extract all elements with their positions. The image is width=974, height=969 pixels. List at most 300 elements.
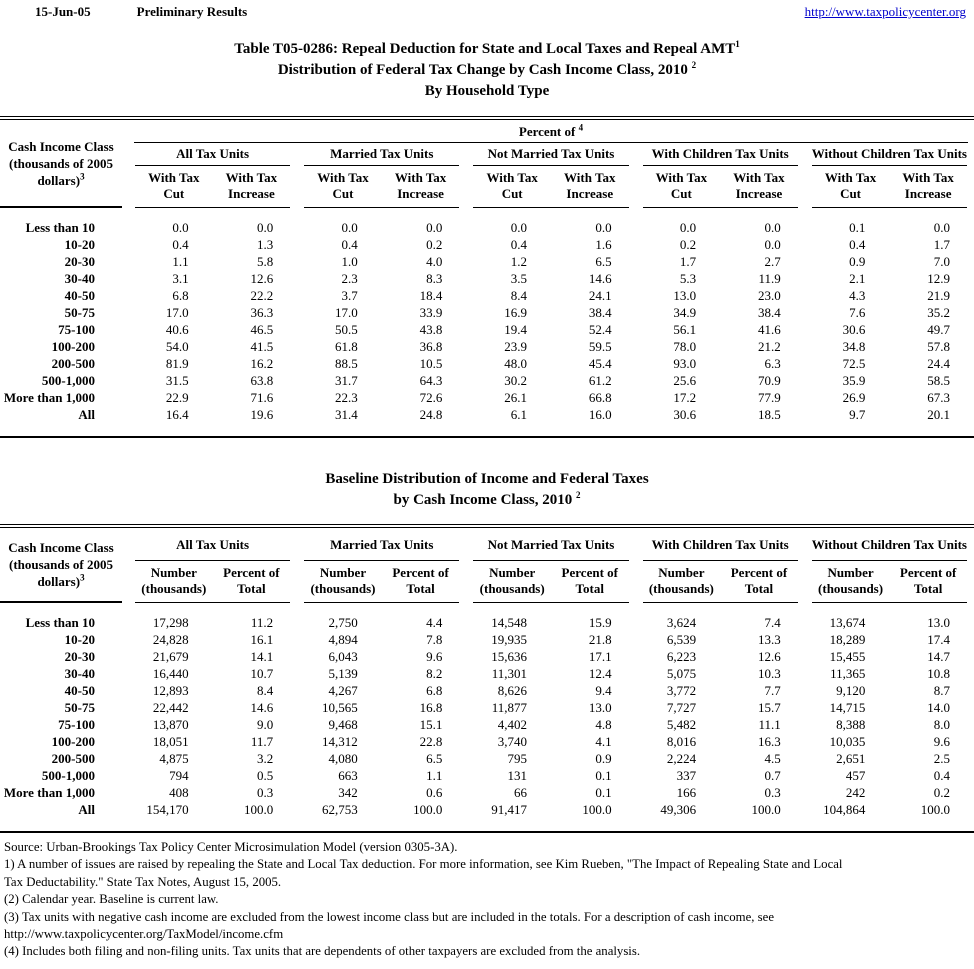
- data-cell: 794: [169, 768, 189, 783]
- data-cell: 72.6: [419, 390, 443, 405]
- data-cell: 4.3: [849, 288, 866, 303]
- data-cell: 7.7: [764, 683, 781, 698]
- data-cell: 100.0: [582, 802, 612, 817]
- data-cell: 77.9: [758, 390, 781, 405]
- data-cell: 6.1: [510, 407, 527, 422]
- data-cell: 2.3: [341, 271, 358, 286]
- data-cell: 17.0: [335, 305, 358, 320]
- data-cell: 21.2: [758, 339, 781, 354]
- data-cell: 9.6: [426, 649, 443, 664]
- table-row: [0, 372, 974, 389]
- data-cell: 30.2: [504, 373, 527, 388]
- group-all-tax-units: All Tax Units Number (thousands) Percent of Total: [128, 528, 297, 603]
- data-cell: 12,893: [152, 683, 189, 698]
- data-cell: 21,679: [152, 649, 189, 664]
- data-cell: 0.2: [426, 237, 443, 252]
- data-cell: 14.1: [250, 649, 274, 664]
- income-class-label: 200-500: [51, 751, 95, 766]
- data-cell: 49,306: [660, 802, 697, 817]
- data-cell: 48.0: [504, 356, 527, 371]
- data-cell: 12.4: [588, 666, 612, 681]
- data-cell: 1.0: [341, 254, 358, 269]
- data-cell: 24.8: [419, 407, 443, 422]
- subheader-percent-of-total: Percent of Total: [223, 565, 280, 596]
- data-cell: 12.6: [250, 271, 274, 286]
- table2-title: [0, 469, 974, 511]
- table-row: [0, 614, 974, 631]
- data-cell: 36.8: [419, 339, 443, 354]
- group-not-married-tax-units: Not Married Tax Units With Tax Cut With Tax Increase: [466, 143, 635, 208]
- table1-bottom-rule: [0, 436, 974, 438]
- data-cell: 25.6: [673, 373, 697, 388]
- income-class-label: More than 1,000: [3, 785, 95, 800]
- data-cell: 0.6: [426, 785, 443, 800]
- taxpolicycenter-link[interactable]: http://www.taxpolicycenter.org: [804, 4, 966, 19]
- table-row: [0, 219, 974, 236]
- data-cell: 0.4: [849, 237, 866, 252]
- table2-header: [0, 528, 974, 603]
- footnote-4: (4) Includes both filing and non-filing units. Tax units that are dependents of other taxpayers are excluded from the analysis.: [4, 944, 641, 959]
- data-cell: 8.2: [426, 666, 443, 681]
- data-cell: 12.9: [927, 271, 950, 286]
- income-class-label: 10-20: [64, 632, 95, 647]
- data-cell: 19.4: [504, 322, 527, 337]
- data-cell: 154,170: [146, 802, 189, 817]
- data-cell: 0.1: [595, 768, 612, 783]
- table1-stub-header: Cash Income Class (thousands of 2005 dollars)$^3$: [0, 120, 122, 208]
- income-class-label: 500-1,000: [41, 373, 95, 388]
- group-all-tax-units: All Tax Units With Tax Cut With Tax Increase: [128, 143, 297, 208]
- table-row: [0, 699, 974, 716]
- data-cell: 49.7: [927, 322, 950, 337]
- data-cell: 342: [338, 785, 358, 800]
- data-cell: 0.0: [426, 220, 443, 235]
- data-cell: 15,455: [829, 649, 866, 664]
- data-cell: 5.8: [256, 254, 274, 269]
- table-row: [0, 716, 974, 733]
- data-cell: 24.1: [588, 288, 612, 303]
- data-cell: 52.4: [588, 322, 612, 337]
- data-cell: 408: [169, 785, 189, 800]
- data-cell: 31.5: [165, 373, 189, 388]
- table-row: [0, 750, 974, 767]
- data-cell: 5,482: [666, 717, 697, 732]
- footnote-1-continued: Tax Deductability." State Tax Notes, August 15, 2005.: [4, 874, 282, 889]
- table1-title: [0, 39, 974, 102]
- data-cell: 104,864: [823, 802, 866, 817]
- table1-group-headers: [128, 143, 974, 208]
- group-married-tax-units: Married Tax Units Number (thousands) Percent of Total: [297, 528, 466, 603]
- data-cell: 2,224: [666, 751, 697, 766]
- data-cell: 2.5: [933, 751, 950, 766]
- data-cell: 63.8: [250, 373, 274, 388]
- data-cell: 337: [676, 768, 697, 783]
- data-cell: 19,935: [491, 632, 527, 647]
- data-cell: 9.6: [933, 734, 950, 749]
- data-cell: 10.3: [758, 666, 781, 681]
- table-row: [0, 406, 974, 423]
- data-cell: 7,727: [666, 700, 697, 715]
- data-cell: 2,750: [328, 615, 358, 630]
- data-cell: 38.4: [588, 305, 612, 320]
- data-cell: 1.2: [510, 254, 527, 269]
- data-cell: 6.8: [172, 288, 189, 303]
- data-cell: 10.8: [927, 666, 950, 681]
- table1-title-line1: Table T05-0286: Repeal Deduction for State and Local Taxes and Repeal AMT$^1$: [234, 39, 740, 57]
- data-cell: 61.2: [588, 373, 612, 388]
- data-cell: 4,080: [328, 751, 358, 766]
- data-cell: 13,870: [152, 717, 189, 732]
- data-cell: 16.1: [250, 632, 274, 647]
- subheader-percent-of-total: Percent of Total: [730, 565, 788, 596]
- data-cell: 8,626: [497, 683, 527, 698]
- income-class-label: 30-40: [64, 271, 95, 286]
- data-cell: 81.9: [165, 356, 189, 371]
- income-class-label: 500-1,000: [41, 768, 95, 783]
- data-cell: 15.1: [419, 717, 443, 732]
- data-cell: 15,636: [491, 649, 527, 664]
- table-row: [0, 801, 974, 818]
- income-class-label: 40-50: [64, 683, 95, 698]
- income-class-label: More than 1,000: [3, 390, 95, 405]
- income-class-label: 40-50: [64, 288, 95, 303]
- data-cell: 0.5: [256, 768, 274, 783]
- data-cell: 66: [513, 785, 527, 800]
- data-cell: 30.6: [842, 322, 866, 337]
- income-class-label: 200-500: [51, 356, 95, 371]
- table2-group-headers: [128, 528, 974, 603]
- data-cell: 7.0: [933, 254, 950, 269]
- data-cell: 8.4: [510, 288, 527, 303]
- data-cell: 2.7: [764, 254, 781, 269]
- table1-header: [0, 120, 974, 208]
- data-cell: 6,539: [666, 632, 697, 647]
- subheader-with-tax-increase: With Tax Increase: [564, 170, 616, 201]
- table-row: [0, 648, 974, 665]
- data-cell: 0.4: [341, 237, 358, 252]
- table2-title-line1: Baseline Distribution of Income and Federal Taxes: [325, 471, 649, 487]
- table-row: [0, 631, 974, 648]
- data-cell: 3.1: [172, 271, 189, 286]
- data-cell: 1.3: [256, 237, 274, 252]
- data-cell: 70.9: [758, 373, 781, 388]
- data-cell: 2.1: [849, 271, 866, 286]
- data-cell: 12.6: [758, 649, 781, 664]
- subheader-with-tax-increase: With Tax Increase: [394, 170, 447, 201]
- data-cell: 15.7: [758, 700, 781, 715]
- data-cell: 11.1: [758, 717, 781, 732]
- data-cell: 22.3: [335, 390, 358, 405]
- data-cell: 2,651: [836, 751, 866, 766]
- data-cell: 17.1: [588, 649, 612, 664]
- data-cell: 9,468: [328, 717, 358, 732]
- data-cell: 71.6: [250, 390, 274, 405]
- data-cell: 22,442: [152, 700, 189, 715]
- income-class-label: All: [78, 407, 95, 422]
- data-cell: 100.0: [920, 802, 950, 817]
- data-cell: 17,298: [152, 615, 189, 630]
- data-cell: 6,223: [666, 649, 697, 664]
- data-cell: 8.7: [933, 683, 950, 698]
- income-class-label: 75-100: [58, 717, 95, 732]
- data-cell: 11.9: [758, 271, 781, 286]
- data-cell: 5,139: [328, 666, 358, 681]
- data-cell: 0.0: [679, 220, 697, 235]
- data-cell: 19.6: [250, 407, 274, 422]
- data-cell: 22.9: [165, 390, 189, 405]
- data-cell: 13.0: [673, 288, 697, 303]
- subheader-number-thousands: Number (thousands): [141, 565, 207, 596]
- tax-change-table: [0, 116, 974, 438]
- data-cell: 23.9: [504, 339, 527, 354]
- income-class-label: 50-75: [64, 305, 95, 320]
- data-cell: 31.7: [335, 373, 358, 388]
- data-cell: 11.7: [250, 734, 274, 749]
- data-cell: 20.1: [927, 407, 950, 422]
- data-cell: 10,565: [322, 700, 358, 715]
- footnote-3: (3) Tax units with negative cash income are excluded from the lowest income class but are included in the totals. For a description of cash income, see: [4, 909, 774, 924]
- footnote-2: (2) Calendar year. Baseline is current law.: [4, 892, 219, 907]
- subheader-with-tax-increase: With Tax Increase: [902, 170, 954, 201]
- table-row: [0, 733, 974, 750]
- data-cell: 18.5: [758, 407, 781, 422]
- data-cell: 0.2: [679, 237, 697, 252]
- data-cell: 14,715: [829, 700, 866, 715]
- data-cell: 16.9: [504, 305, 527, 320]
- subheader-with-tax-cut: With Tax Cut: [148, 170, 200, 201]
- data-cell: 4,402: [497, 717, 527, 732]
- data-cell: 6.5: [595, 254, 612, 269]
- income-class-label: Less than 10: [25, 220, 95, 235]
- data-cell: 8,388: [836, 717, 866, 732]
- data-cell: 4.0: [426, 254, 443, 269]
- data-cell: 0.0: [764, 237, 781, 252]
- data-cell: 0.2: [933, 785, 950, 800]
- data-cell: 457: [845, 768, 866, 783]
- income-class-label: 10-20: [64, 237, 95, 252]
- group-with-children-tax-units: With Children Tax Units With Tax Cut With Tax Increase: [636, 143, 805, 208]
- data-cell: 8.0: [933, 717, 950, 732]
- data-cell: 67.3: [927, 390, 950, 405]
- data-cell: 11.2: [250, 615, 274, 630]
- table-row: [0, 767, 974, 784]
- data-cell: 30.6: [673, 407, 697, 422]
- data-cell: 35.2: [927, 305, 950, 320]
- data-cell: 0.4: [172, 237, 189, 252]
- data-cell: 14,548: [491, 615, 527, 630]
- income-class-label: 50-75: [64, 700, 95, 715]
- data-cell: 10.5: [419, 356, 443, 371]
- data-cell: 10.7: [250, 666, 274, 681]
- data-cell: 0.0: [595, 220, 612, 235]
- data-cell: 3.5: [510, 271, 527, 286]
- data-cell: 24.4: [927, 356, 950, 371]
- data-cell: 26.1: [504, 390, 527, 405]
- subheader-number-thousands: Number (thousands): [648, 565, 714, 596]
- data-cell: 43.8: [419, 322, 443, 337]
- subheader-with-tax-increase: With Tax Increase: [733, 170, 785, 201]
- data-cell: 663: [338, 768, 358, 783]
- data-cell: 13,674: [829, 615, 866, 630]
- subheader-percent-of-total: Percent of Total: [899, 565, 957, 596]
- data-cell: 1.6: [595, 237, 612, 252]
- data-cell: 16.3: [758, 734, 781, 749]
- table2-body: [0, 603, 974, 831]
- subheader-with-tax-cut: With Tax Cut: [824, 170, 877, 201]
- data-cell: 4,875: [159, 751, 189, 766]
- data-cell: 7.8: [426, 632, 443, 647]
- data-cell: 93.0: [673, 356, 697, 371]
- table-row: [0, 784, 974, 801]
- table1-title-line3: By Household Type: [424, 83, 550, 99]
- data-cell: 4,894: [328, 632, 358, 647]
- group-with-children-tax-units: With Children Tax Units Number (thousands) Percent of Total: [636, 528, 805, 603]
- page-header: [0, 0, 974, 20]
- data-cell: 16.8: [419, 700, 443, 715]
- source-note: Source: Urban-Brookings Tax Policy Center Microsimulation Model (version 0305-3A).: [4, 840, 458, 854]
- subheader-number-thousands: Number (thousands): [818, 565, 884, 596]
- data-cell: 4.4: [426, 615, 443, 630]
- table-row: [0, 682, 974, 699]
- data-cell: 56.1: [673, 322, 697, 337]
- data-cell: 100.0: [751, 802, 781, 817]
- data-cell: 33.9: [419, 305, 443, 320]
- data-cell: 0.4: [510, 237, 527, 252]
- data-cell: 14.6: [250, 700, 274, 715]
- income-class-label: All: [78, 802, 95, 817]
- data-cell: 9,120: [836, 683, 866, 698]
- data-cell: 50.5: [335, 322, 358, 337]
- data-cell: 166: [676, 785, 697, 800]
- data-cell: 31.4: [335, 407, 358, 422]
- data-cell: 9.0: [256, 717, 274, 732]
- data-cell: 72.5: [842, 356, 866, 371]
- table-row: [0, 355, 974, 372]
- data-cell: 7.4: [764, 615, 781, 630]
- data-cell: 6,043: [328, 649, 358, 664]
- table2-title-line2: by Cash Income Class, 2010 $^2$: [393, 490, 581, 508]
- data-cell: 0.1: [849, 220, 866, 235]
- table-row: [0, 304, 974, 321]
- data-cell: 8.4: [256, 683, 274, 698]
- data-cell: 100.0: [413, 802, 443, 817]
- data-cell: 45.4: [588, 356, 612, 371]
- data-cell: 7.6: [849, 305, 866, 320]
- data-cell: 8.3: [426, 271, 443, 286]
- subheader-percent-of-total: Percent of Total: [561, 565, 618, 596]
- report-date: 15-Jun-05: [35, 4, 91, 19]
- data-cell: 24,828: [152, 632, 189, 647]
- group-married-tax-units: Married Tax Units With Tax Cut With Tax Increase: [297, 143, 466, 208]
- data-cell: 62,753: [322, 802, 358, 817]
- data-cell: 242: [845, 785, 866, 800]
- subheader-with-tax-cut: With Tax Cut: [317, 170, 369, 201]
- data-cell: 10,035: [829, 734, 866, 749]
- footnotes: [0, 839, 974, 961]
- subheader-number-thousands: Number (thousands): [310, 565, 376, 596]
- data-cell: 13.0: [588, 700, 612, 715]
- data-cell: 14.0: [927, 700, 950, 715]
- subheader-with-tax-cut: With Tax Cut: [486, 170, 538, 201]
- data-cell: 88.5: [335, 356, 358, 371]
- data-cell: 40.6: [165, 322, 189, 337]
- data-cell: 4,267: [328, 683, 358, 698]
- data-cell: 3.2: [256, 751, 274, 766]
- subheader-number-thousands: Number (thousands): [479, 565, 545, 596]
- data-cell: 0.0: [764, 220, 781, 235]
- subheader-with-tax-increase: With Tax Increase: [225, 170, 278, 201]
- data-cell: 91,417: [491, 802, 527, 817]
- data-cell: 16,440: [152, 666, 189, 681]
- data-cell: 0.9: [849, 254, 866, 269]
- table1-title-line2: Distribution of Federal Tax Change by Cash Income Class, 2010 $^2$: [277, 60, 697, 78]
- table-row: [0, 270, 974, 287]
- income-class-label: Less than 10: [25, 615, 95, 630]
- data-cell: 4.8: [595, 717, 612, 732]
- table-row: [0, 338, 974, 355]
- data-cell: 3,772: [666, 683, 697, 698]
- data-cell: 9.7: [849, 407, 866, 422]
- baseline-distribution-table: [0, 524, 974, 833]
- income-class-label: 100-200: [51, 734, 95, 749]
- data-cell: 1.1: [426, 768, 443, 783]
- income-class-label: 100-200: [51, 339, 95, 354]
- data-cell: 61.8: [335, 339, 358, 354]
- income-class-label: 75-100: [58, 322, 95, 337]
- data-cell: 15.9: [588, 615, 612, 630]
- data-cell: 0.0: [341, 220, 358, 235]
- data-cell: 6.3: [764, 356, 781, 371]
- data-cell: 6.8: [426, 683, 443, 698]
- data-cell: 36.3: [250, 305, 274, 320]
- data-cell: 3,624: [666, 615, 697, 630]
- group-without-children-tax-units: Without Children Tax Units With Tax Cut With Tax Increase: [805, 143, 974, 208]
- data-cell: 22.2: [250, 288, 274, 303]
- data-cell: 17.4: [927, 632, 950, 647]
- data-cell: 0.1: [595, 785, 612, 800]
- data-cell: 3,740: [497, 734, 527, 749]
- group-not-married-tax-units: Not Married Tax Units Number (thousands) Percent of Total: [466, 528, 635, 603]
- data-cell: 18,051: [152, 734, 189, 749]
- subheader-percent-of-total: Percent of Total: [392, 565, 449, 596]
- subheader-with-tax-cut: With Tax Cut: [655, 170, 708, 201]
- data-cell: 59.5: [588, 339, 612, 354]
- data-cell: 18.4: [419, 288, 443, 303]
- data-cell: 0.9: [595, 751, 612, 766]
- data-cell: 11,877: [491, 700, 527, 715]
- data-cell: 16.4: [165, 407, 189, 422]
- table-row: [0, 253, 974, 270]
- data-cell: 46.5: [250, 322, 274, 337]
- data-cell: 0.0: [172, 220, 189, 235]
- data-cell: 26.9: [842, 390, 866, 405]
- preliminary-results-label: Preliminary Results: [136, 4, 248, 19]
- group-without-children-tax-units: Without Children Tax Units Number (thousands) Percent of Total: [805, 528, 974, 603]
- table-row: [0, 321, 974, 338]
- data-cell: 11,301: [491, 666, 527, 681]
- data-cell: 17.0: [165, 305, 189, 320]
- data-cell: 38.4: [758, 305, 781, 320]
- table-row: [0, 287, 974, 304]
- data-cell: 18,289: [829, 632, 866, 647]
- data-cell: 0.0: [256, 220, 274, 235]
- data-cell: 795: [507, 751, 527, 766]
- data-cell: 16.0: [588, 407, 612, 422]
- data-cell: 35.9: [842, 373, 866, 388]
- data-cell: 23.0: [758, 288, 781, 303]
- table1-body: [0, 208, 974, 436]
- data-cell: 66.8: [588, 390, 612, 405]
